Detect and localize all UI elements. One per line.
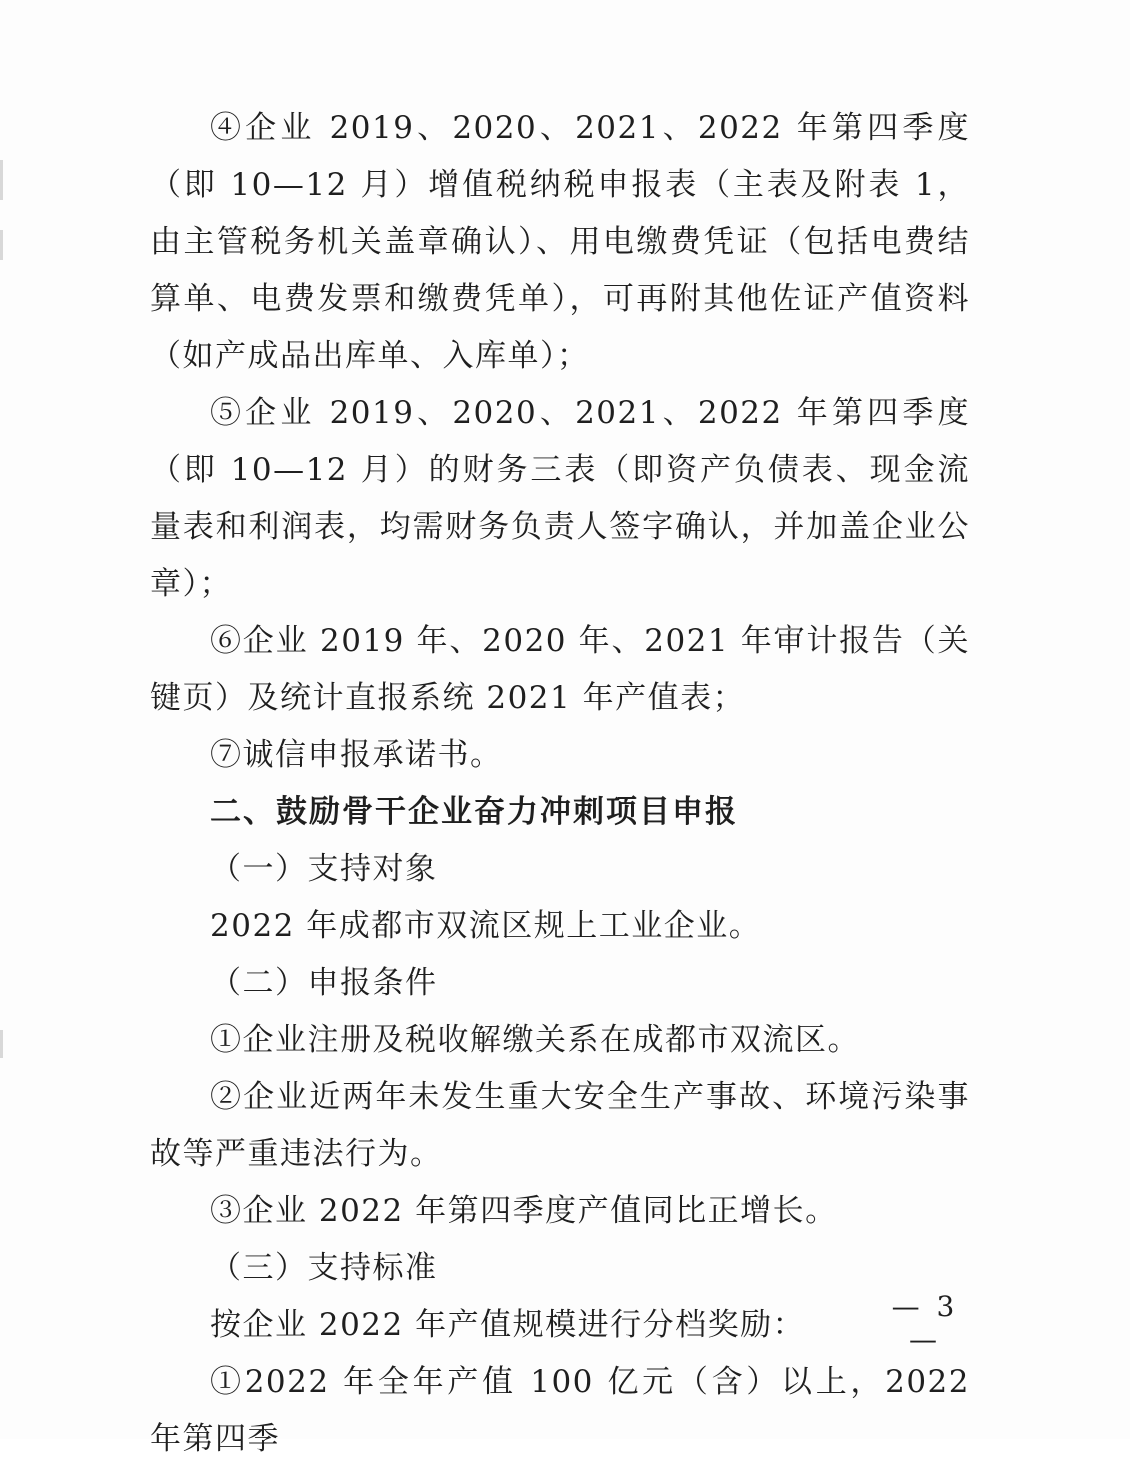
paragraph-item-6-audit-report: ⑥企业 2019 年、2020 年、2021 年审计报告（关键页）及统计直报系统 2021 年产值表； <box>150 623 970 716</box>
scan-edge-mark <box>0 230 3 260</box>
section-heading-2: 二、鼓励骨干企业奋力冲刺项目申报 <box>210 794 738 830</box>
paragraph-condition-3: ③企业 2022 年第四季度产值同比正增长。 <box>210 1193 838 1229</box>
paragraph-condition-1: ①企业注册及税收解缴关系在成都市双流区。 <box>210 1022 860 1058</box>
paragraph-item-4-documents: ④企业 2019、2020、2021、2022 年第四季度（即 10—12 月）增值税纳税申报表（主表及附表 1，由主管税务机关盖章确认）、用电缴费凭证（包括电费结算单、电费发票和缴费凭单），可再附其他佐证产值资料（如产成品出库单、入库单）； <box>150 110 970 374</box>
scan-edge-mark <box>0 1030 3 1058</box>
document-body <box>150 100 970 1468</box>
paragraph-item-7-integrity-pledge: ⑦诚信申报承诺书。 <box>210 737 503 773</box>
paragraph-support-target: 2022 年成都市双流区规上工业企业。 <box>210 908 762 944</box>
page-number: — 3 — <box>891 1290 959 1356</box>
scan-edge-mark <box>0 160 3 200</box>
paragraph-standards-intro: 按企业 2022 年产值规模进行分档奖励： <box>210 1307 806 1343</box>
paragraph-condition-2: ②企业近两年未发生重大安全生产事故、环境污染事故等严重违法行为。 <box>150 1079 970 1172</box>
paragraph-standard-1: ①2022 年全年产值 100 亿元（含）以上，2022 年第四季 <box>150 1364 970 1457</box>
subheading-standards: （三）支持标准 <box>210 1250 438 1286</box>
subheading-conditions: （二）申报条件 <box>210 965 438 1001</box>
subheading-support-target: （一）支持对象 <box>210 851 438 887</box>
paragraph-item-5-financial-statements: ⑤企业 2019、2020、2021、2022 年第四季度（即 10—12 月）的财务三表（即资产负债表、现金流量表和利润表，均需财务负责人签字确认，并加盖企业公章）； <box>150 395 970 602</box>
